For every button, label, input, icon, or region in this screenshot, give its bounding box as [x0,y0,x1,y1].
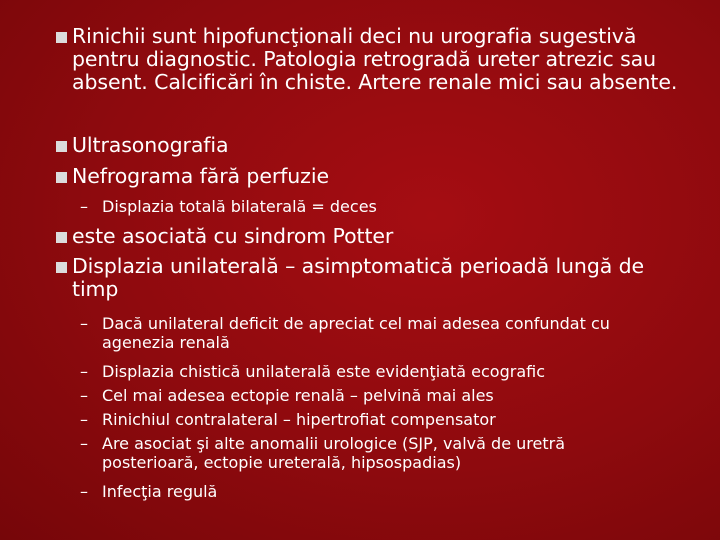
square-bullet-icon [56,262,67,273]
sub-bullet-text: Infecţia regulă [102,482,218,501]
dash-bullet-icon: – [80,362,88,381]
bullet-text: Rinichii sunt hipofuncţionali deci nu urografia sugestivă pentru diagnostic. Patologia retrogradă ureter atrezic sau absent. Calcificări în chiste. Artere renale mici sau absente. [72,24,678,94]
square-bullet-icon [56,172,67,183]
dash-bullet-icon: – [80,314,88,333]
square-bullet-icon [56,232,67,243]
sub-bullet-text: Dacă unilateral deficit de apreciat cel mai adesea confundat cu agenezia renală [102,314,610,352]
square-bullet-icon [56,141,67,152]
bullet-text: este asociată cu sindrom Potter [72,224,394,248]
dash-bullet-icon: – [80,197,88,216]
dash-bullet-icon: – [80,434,88,453]
bullet-text: Nefrograma fără perfuzie [72,164,329,188]
square-bullet-icon [56,32,67,43]
sub-bullet-text: Displazia chistică unilaterală este evidenţiată ecografic [102,362,545,381]
dash-bullet-icon: – [80,410,88,429]
sub-bullet-text: Are asociat şi alte anomalii urologice (SJP, valvă de uretră posterioară, ectopie ureterală, hipsospadias) [102,434,565,472]
sub-bullet-text: Cel mai adesea ectopie renală – pelvină mai ales [102,386,494,405]
sub-bullet-text: Displazia totală bilaterală = deces [102,197,377,216]
dash-bullet-icon: – [80,386,88,405]
sub-bullet-text: Rinichiul contralateral – hipertrofiat compensator [102,410,496,429]
bullet-text: Displazia unilaterală – asimptomatică perioadă lungă de timp [72,254,645,301]
dash-bullet-icon: – [80,482,88,501]
bullet-text: Ultrasonografia [72,133,229,157]
